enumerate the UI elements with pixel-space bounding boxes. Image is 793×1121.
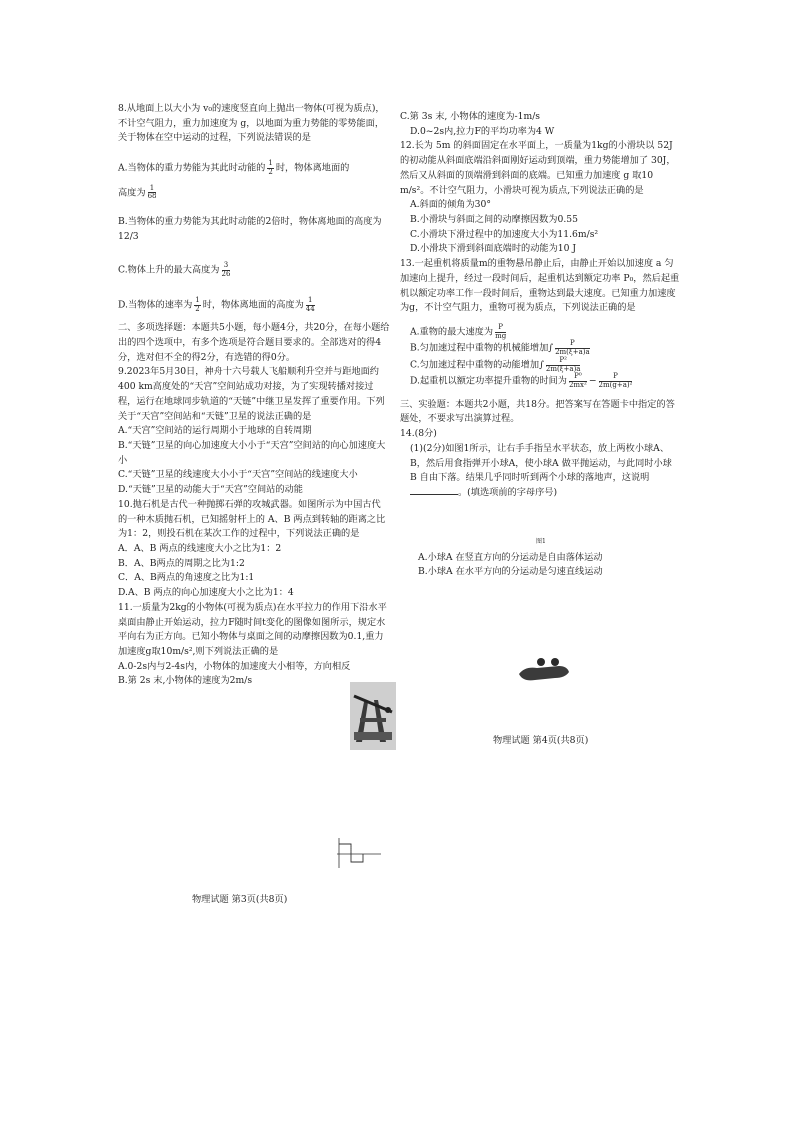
q8-option-a [118,160,390,176]
q13-b-text: B.匀加速过程中重物的机械能增加 [410,343,549,355]
catapult-image [350,682,396,750]
q8-stem: 8.从地面上以大小为 v₀的速度竖直向上抛出一物体(可视为质点)，不计空气阻力，重力加速度为 g，以地面为重力势能的零势能面，关于物体在空中运动的过程，下列说法错误的是 [118,103,385,144]
q12-option-c: C.小滑块下滑过程中的加速度大小为11.6m/s² [410,228,599,240]
q12-option-b: B.小滑块与斜面之间的动摩擦因数为0.55 [410,214,578,226]
integral-symbol: ∫ [548,343,554,355]
q9-stem: 9.2023年5月30日，神舟十六号载人飞船顺利升空并与距地面约400 km高度处的“天宫”空间站成功对接，为了实现转播对接过程，运行在地球同步轨道的“天链”中继卫星发挥了重要作用。下列关于“天宫”空间站和“天链”卫星的说法正确的是 [118,366,385,422]
q14-option-b: B.小球A 在水平方向的分运动是匀速直线运动 [418,566,603,578]
fraction-numerator: P [495,324,506,333]
q10-option-b: B．A、B两点的周期之比为1:2 [118,557,245,569]
q8-option-b: B.当物体的重力势能为其此时动能的2倍时，物体离地面的高度为12/3 [118,215,382,242]
q12-option-a: A.斜面的倾角为30° [410,199,491,211]
fraction [267,160,273,176]
q11-option-d: D.0~2s内,拉力F的平均功率为4 W [410,125,555,137]
q11-option-b: B.第 2s 末,小物体的速度为2m/s [118,675,253,687]
fraction [546,357,581,373]
q12-stem: 12.长为 5m 的斜面固定在水平面上，一质量为1kg的小滑块以 52J 的初动能从斜面底端沿斜面刚好运动到顶端，重力势能增加了 30J，然后又从斜面的顶端滑到斜面的底端。已知重力加速度 g 取10 m/s²。不计空气阻力，小滑块可视为质点,下列说法正确的是 [400,140,676,196]
fraction-denominator: 44 [305,304,315,313]
q8-a-text: A.当物体的重力势能为其此时动能的 [118,162,266,174]
q11-option-a: A.0-2s内与2-4s内，小物体的加速度大小相等，方向相反 [118,660,351,672]
q13-option-c [400,357,680,373]
q14-stem-text: (1)(2分)如图1所示，让右手手指呈水平状态，放上两枚小球A、B，然后用食指弹开小球A，使小球A 做平抛运动，与此同时小球 B 自由下落。结果几乎同时听到两个小球的落地声，这说明 [410,442,672,484]
left-column [118,102,390,689]
q10-option-d: D.A、B 两点的向心加速度大小之比为1：4 [118,587,294,599]
page-footer-left: 物理试题 第3页(共8页) [192,894,288,905]
right-column [400,110,680,580]
section-2-heading: 二、多项选择题：本题共5小题，每小题4分，共20分，在每小题给出的四个选项中，有多个选项是符合题目要求的。全部选对的得4分，选对但不全的得2分，有选错的得0分。 [118,322,390,363]
q8-option-d [118,297,390,313]
fraction-numerator: 1 [268,159,273,168]
force-time-graph [333,836,383,870]
q9-option-c: C.“天链”卫星的线速度大小小于“天宫”空间站的线速度大小 [118,469,358,481]
fraction-denominator: 2 [268,167,273,176]
q9-option-d: D.“天链”卫星的动能大于“天宫”空间站的动能 [118,484,303,496]
fraction-denominator: 2 [195,304,200,313]
q14-stem-text-end: 。(填选项前的字母序号) [458,487,558,498]
q9-option-b: B.“天链”卫星的向心加速度大小小于“天宫”空间站的向心加速度大小 [118,439,386,466]
fraction-numerator: 1 [195,295,200,304]
fraction [222,262,231,278]
integral-symbol: ∫ [539,359,544,371]
q10-option-a: A．A、B 两点的线速度大小之比为1：2 [118,543,282,554]
fraction-numerator: 1 [306,297,315,306]
figure-1-label: 图1 [536,537,546,545]
q8-a-text-mid: 时，物体离地面的 [275,162,350,174]
fraction-numerator: P⁰ [569,373,587,382]
q10-option-c: C．A、B两点的角速度之比为1:1 [118,572,255,584]
section-3-heading: 三、实验题：本题共2小题，共18分。把答案写在答题卡中指定的答题处，不要求写出演算过程。 [400,398,675,425]
q12-option-d: D.小滑块下滑到斜面底端时的动能为10 J [410,243,577,255]
hand-balls-image [515,652,575,692]
fraction-denominator: 2m(ξ+a)a [555,348,590,357]
q13-c-text: C.匀加速过程中重物的动能增加 [410,359,540,371]
q8-a-text-post: 高度为 [118,187,146,199]
page-footer-right: 物理试题 第4页(共8页) [493,735,589,746]
fraction-numerator: P² [546,357,581,366]
fraction-denominator: mg [495,331,507,340]
fraction-denominator: 2mx² [568,380,587,389]
q8-d-text: D.当物体的速率为 [118,299,193,311]
minus-sign: − [588,375,597,387]
fraction-numerator: 1 [148,185,157,194]
q13-option-d [400,373,680,389]
q8-option-c [118,262,390,278]
answer-blank [410,486,458,495]
fraction [495,324,506,340]
q13-a-text: A.重物的最大速度为 [410,326,494,338]
q10-stem: 10.抛石机是古代一种抛掷石弹的攻城武器。如图所示为中国古代的一种木质抛石机，已知摇射杆上的 A、B 两点到转轴的距离之比为1：2，则投石机在某次工作的过程中，下列说法正确的是 [118,498,386,540]
q8-option-a-cont [118,185,390,201]
q14-stem [400,442,680,501]
fraction-denominator: 2m(g+a)² [598,380,633,389]
fraction-numerator: 3 [222,262,231,271]
q9-option-a: A.“天宫”空间站的运行周期小于地球的自转周期 [118,425,312,437]
q11-stem: 11.一质量为2kg的小物体(可视为质点)在水平拉力的作用下沿水平桌面由静止开始运动，拉力F随时间t变化的图像如图所示，规定水平向右为正方向。已知小物体与桌面之间的动摩擦因数为0.1,重力加速度g取10m/s²,则下列说法正确的是 [118,601,387,658]
figure-1-area [400,501,680,551]
q14-option-a: A.小球A 在竖直方向的分运动是自由落体运动 [418,551,603,563]
fraction-numerator: P [599,373,633,382]
q13-option-a [400,324,680,340]
fraction [569,373,587,389]
fraction-denominator: 26 [221,270,231,279]
fraction-denominator: 2m(ξ+a)a [545,364,581,373]
q14-heading: 14.(8分) [400,428,437,440]
q8-d-text-mid: 时，物体离地面的高度为 [202,299,304,311]
fraction [599,373,633,389]
fraction [555,340,590,356]
q13-option-b [400,340,680,356]
fraction [194,297,200,313]
q8-c-text: C.物体上升的最大高度为 [118,265,220,277]
fraction [148,185,157,201]
q11-option-c: C.第 3s 末, 小物体的速度为-1m/s [400,111,541,122]
fraction-denominator: 68 [147,192,157,201]
q13-d-text: D.起重机以额定功率提升重物的时间为 [410,375,567,387]
fraction-numerator: P [555,340,590,349]
q13-stem: 13.一起重机将质量m的重物悬吊静止后，由静止开始以加速度 a 匀加速向上提升，经过一段时间后，起重机达到额定功率 P₀，然后起重机以额定功率工作一段时间后，重物达到最大速度。已知重力加速度为g，不计空气阻力，重物可视为质点，下列说法正确的是 [400,258,680,314]
fraction [306,297,315,313]
